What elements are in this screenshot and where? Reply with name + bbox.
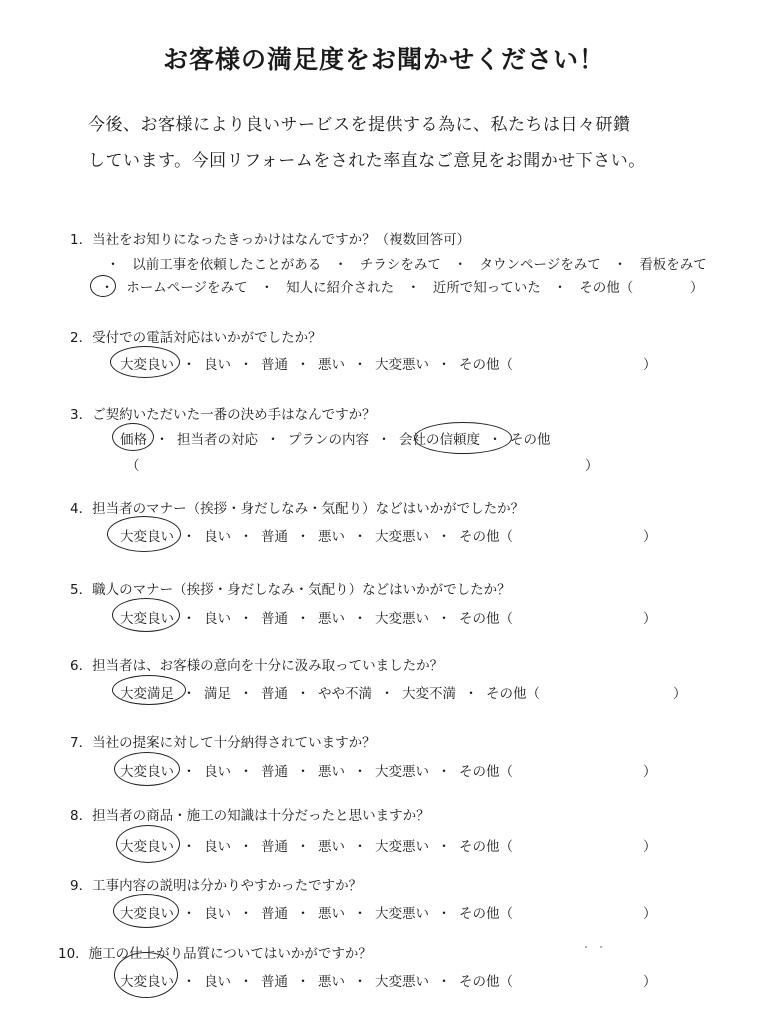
separator: ・: [296, 839, 310, 855]
q9-option-very-bad[interactable]: 大変悪い: [375, 906, 429, 922]
separator: ・: [296, 974, 310, 990]
q1-option-previous-work[interactable]: 以前工事を依頼したことがある: [132, 257, 322, 273]
separator: ・: [437, 764, 451, 780]
separator: ・: [182, 529, 196, 545]
q5-option-average[interactable]: 普通: [261, 611, 288, 627]
separator: ・: [437, 611, 451, 627]
q9-option-very-good[interactable]: 大変良い: [120, 906, 174, 922]
q1-option-referral[interactable]: 知人に紹介された: [286, 280, 395, 296]
separator: ・: [296, 611, 310, 627]
q9-close-paren: ）: [643, 906, 657, 922]
q2-option-very-bad[interactable]: 大変悪い: [375, 357, 429, 373]
q8-option-other[interactable]: その他（: [459, 839, 513, 855]
question-9: 9．工事内容の説明は分かりやすかったですか？: [70, 878, 363, 894]
separator: ・: [182, 906, 196, 922]
separator: ・: [437, 529, 451, 545]
q4-option-very-good[interactable]: 大変良い: [120, 529, 174, 545]
separator: ・: [239, 839, 253, 855]
q2-options: [120, 353, 513, 373]
q10-close-paren: ）: [643, 974, 657, 990]
q6-options: [120, 682, 540, 702]
separator: ・: [437, 839, 451, 855]
separator: ・: [553, 280, 567, 296]
separator: ・: [296, 686, 310, 702]
separator: ・: [239, 974, 253, 990]
question-1: 1．当社をお知りになったきっかけはなんですか？（複数回答可）: [70, 232, 471, 248]
q1-option-signboard[interactable]: 看板をみて: [639, 257, 707, 273]
separator: ・: [353, 906, 367, 922]
separator: ・: [155, 432, 169, 448]
q10-option-good[interactable]: 良い: [204, 974, 231, 990]
q8-options: [120, 835, 513, 855]
q7-options: [120, 760, 513, 780]
q1-close-paren: ）: [690, 280, 704, 296]
separator: ・: [296, 529, 310, 545]
separator: ・: [437, 357, 451, 373]
q6-option-very-satisfied[interactable]: 大変満足: [120, 686, 174, 702]
survey-title: お客様の満足度をお聞かせください！: [162, 45, 605, 74]
separator: ・: [377, 432, 391, 448]
separator: ・: [100, 280, 114, 296]
q4-option-bad[interactable]: 悪い: [318, 529, 345, 545]
separator: ・: [353, 529, 367, 545]
q10-option-other[interactable]: その他（: [459, 974, 513, 990]
q8-option-very-bad[interactable]: 大変悪い: [375, 839, 429, 855]
scan-speck: [600, 946, 602, 948]
q3-option-plan-content[interactable]: プランの内容: [288, 432, 369, 448]
q2-close-paren: ）: [643, 357, 657, 373]
q3-option-company-trust[interactable]: 会社の信頼度: [399, 432, 480, 448]
q7-option-very-good[interactable]: 大変良い: [120, 764, 174, 780]
separator: ・: [239, 611, 253, 627]
q10-option-average[interactable]: 普通: [261, 974, 288, 990]
question-3: 3．ご契約いただいた一番の決め手はなんですか？: [70, 407, 376, 423]
q3-option-other[interactable]: その他: [510, 432, 551, 448]
question-8: 8．担当者の商品・施工の知識は十分だったと思いますか？: [70, 808, 430, 824]
separator: ・: [239, 529, 253, 545]
separator: ・: [260, 280, 274, 296]
q5-options: [120, 607, 513, 627]
q2-option-bad[interactable]: 悪い: [318, 357, 345, 373]
separator: ・: [106, 257, 120, 273]
q8-option-average[interactable]: 普通: [261, 839, 288, 855]
q4-option-average[interactable]: 普通: [261, 529, 288, 545]
q1-option-flyer[interactable]: チラシをみて: [359, 257, 441, 273]
separator: ・: [488, 432, 502, 448]
separator: ・: [437, 974, 451, 990]
q7-close-paren: ）: [643, 764, 657, 780]
q5-option-good[interactable]: 良い: [204, 611, 231, 627]
q8-option-very-good[interactable]: 大変良い: [120, 839, 174, 855]
question-5: 5．職人のマナー（挨拶・身だしなみ・気配り）などはいかがでしたか？: [70, 582, 511, 598]
q3-option-price[interactable]: 価格: [120, 432, 147, 448]
q7-option-average[interactable]: 普通: [261, 764, 288, 780]
separator: ・: [182, 357, 196, 373]
q5-close-paren: ）: [643, 611, 657, 627]
separator: ・: [296, 357, 310, 373]
question-6: 6．担当者は、お客様の意向を十分に汲み取っていましたか？: [70, 658, 444, 674]
q8-option-bad[interactable]: 悪い: [318, 839, 345, 855]
q1-option-neighborhood[interactable]: 近所で知っていた: [432, 280, 541, 296]
question-2: 2．受付での電話対応はいかがでしたか？: [70, 330, 322, 346]
q8-option-good[interactable]: 良い: [204, 839, 231, 855]
q6-option-very-unsatisfied[interactable]: 大変不満: [402, 686, 456, 702]
separator: ・: [296, 906, 310, 922]
separator: ・: [239, 906, 253, 922]
q1-option-other[interactable]: その他（: [579, 280, 634, 296]
q3-open-paren: （: [126, 458, 140, 474]
separator: ・: [182, 686, 196, 702]
q6-close-paren: ）: [673, 686, 687, 702]
separator: ・: [182, 611, 196, 627]
question-4: 4．担当者のマナー（挨拶・身だしなみ・気配り）などはいかがでしたか？: [70, 501, 525, 517]
separator: ・: [406, 280, 421, 296]
separator: ・: [380, 686, 394, 702]
q2-option-good[interactable]: 良い: [204, 357, 231, 373]
q2-option-other[interactable]: その他（: [459, 357, 513, 373]
q4-option-very-bad[interactable]: 大変悪い: [375, 529, 429, 545]
q4-option-good[interactable]: 良い: [204, 529, 231, 545]
q5-option-other[interactable]: その他（: [459, 611, 513, 627]
q6-option-satisfied[interactable]: 満足: [204, 686, 231, 702]
separator: ・: [353, 974, 367, 990]
separator: ・: [353, 611, 367, 627]
q6-option-average[interactable]: 普通: [261, 686, 288, 702]
question-7: 7．当社の提案に対して十分納得されていますか？: [70, 735, 376, 751]
q9-option-average[interactable]: 普通: [261, 906, 288, 922]
q1-option-townpage[interactable]: タウンページをみて: [479, 257, 601, 273]
q2-option-very-good[interactable]: 大変良い: [120, 357, 174, 373]
separator: ・: [182, 764, 196, 780]
scan-speck: [585, 946, 587, 948]
q7-option-very-bad[interactable]: 大変悪い: [375, 764, 429, 780]
separator: ・: [353, 357, 367, 373]
q4-close-paren: ）: [643, 529, 657, 545]
separator: ・: [353, 839, 367, 855]
q9-option-bad[interactable]: 悪い: [318, 906, 345, 922]
question-10: 10．施工の仕上がり品質についてはいかがですか？: [58, 946, 372, 962]
separator: ・: [239, 357, 253, 373]
q10-option-very-bad[interactable]: 大変悪い: [375, 974, 429, 990]
q9-option-other[interactable]: その他（: [459, 906, 513, 922]
q10-option-bad[interactable]: 悪い: [318, 974, 345, 990]
q4-options: [120, 525, 513, 545]
separator: ・: [353, 764, 367, 780]
q9-option-good[interactable]: 良い: [204, 906, 231, 922]
q3-close-paren: ）: [585, 458, 599, 474]
separator: ・: [333, 257, 348, 273]
separator: ・: [182, 974, 196, 990]
q4-option-other[interactable]: その他（: [459, 529, 513, 545]
separator: ・: [266, 432, 280, 448]
q10-options: [120, 970, 513, 990]
q3-option-staff-response[interactable]: 担当者の対応: [177, 432, 258, 448]
separator: ・: [239, 686, 253, 702]
separator: ・: [182, 839, 196, 855]
q7-option-other[interactable]: その他（: [459, 764, 513, 780]
separator: ・: [453, 257, 467, 273]
q5-option-very-bad[interactable]: 大変悪い: [375, 611, 429, 627]
separator: ・: [464, 686, 478, 702]
q8-close-paren: ）: [643, 839, 657, 855]
q1-option-homepage[interactable]: ホームページをみて: [126, 280, 248, 296]
q6-option-somewhat-unsatisfied[interactable]: やや不満: [318, 686, 372, 702]
q9-options: [120, 902, 513, 922]
separator: ・: [239, 764, 253, 780]
q1-options-row-1: [98, 253, 707, 273]
separator: ・: [296, 764, 310, 780]
separator: ・: [437, 906, 451, 922]
q2-option-average[interactable]: 普通: [261, 357, 288, 373]
q1-options-row-2: [92, 276, 633, 296]
intro-line-2: しています。今回リフォームをされた率直なご意見をお聞かせ下さい。: [88, 151, 646, 171]
q5-option-bad[interactable]: 悪い: [318, 611, 345, 627]
q3-options: [120, 428, 551, 448]
intro-line-1: 今後、お客様により良いサービスを提供する為に、私たちは日々研鑽: [88, 115, 631, 135]
q6-option-other[interactable]: その他（: [486, 686, 540, 702]
q7-option-good[interactable]: 良い: [204, 764, 231, 780]
q7-option-bad[interactable]: 悪い: [318, 764, 345, 780]
q10-option-very-good[interactable]: 大変良い: [120, 974, 174, 990]
separator: ・: [613, 257, 627, 273]
q5-option-very-good[interactable]: 大変良い: [120, 611, 174, 627]
